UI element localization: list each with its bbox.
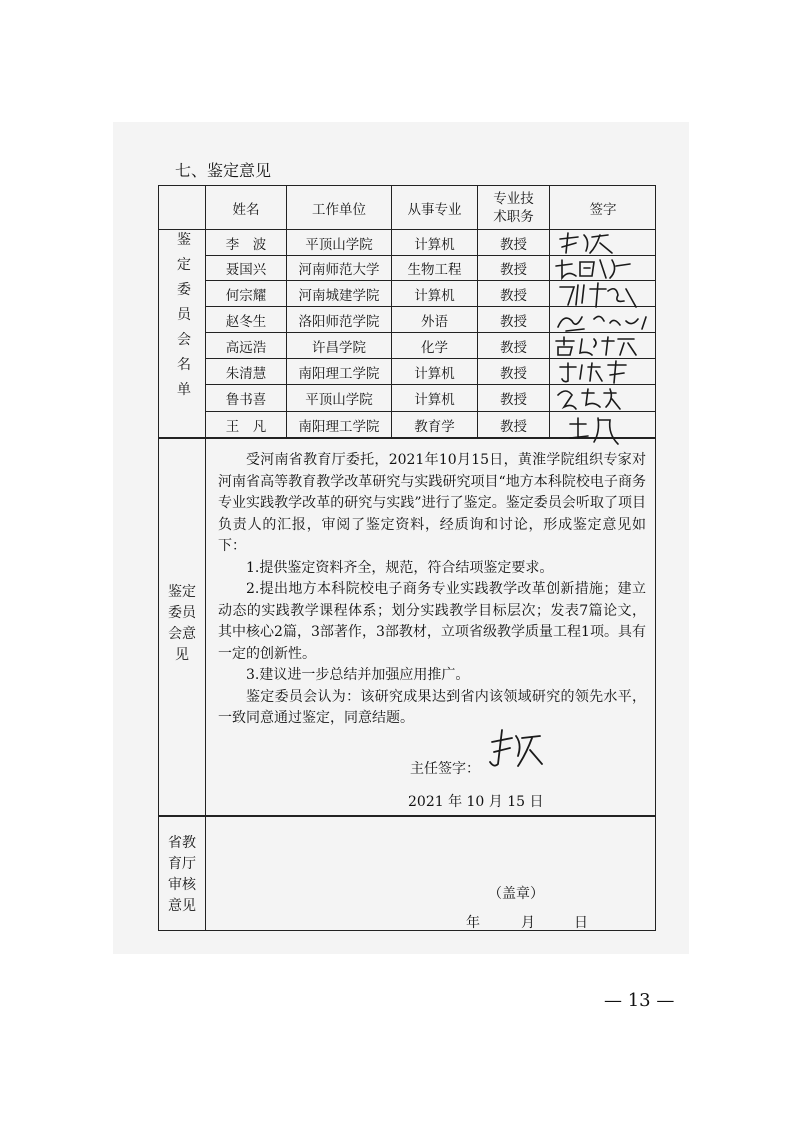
member-major: 计算机 — [414, 365, 455, 382]
member-name: 赵冬生 — [225, 313, 267, 330]
opinion-paragraph: 3.建议进一步总结并加强应用推广。 — [246, 667, 470, 683]
committee-label: 鉴 定 委 员 会 名 单 — [177, 232, 191, 398]
member-unit: 平顶山学院 — [305, 392, 373, 408]
member-name: 何宗耀 — [225, 287, 267, 304]
opinion-label: 鉴定 委员 会意 见 — [168, 584, 196, 663]
member-title: 教授 — [500, 392, 527, 408]
opinion-paragraph: 2.提出地方本科院校电子商务专业实践教学改革创新措施；建立动态的实践教学课程体系；划分实践教学目标层次；发表7篇论文，其中核心2篇，3部著作，3部教材，立项省级教学质量工程1项。具有一定的创新性。 — [218, 581, 646, 662]
member-major: 外语 — [421, 313, 448, 330]
member-unit: 河南师范大学 — [298, 262, 380, 278]
signature-image — [554, 385, 634, 417]
section-title: 七、鉴定意见 — [175, 161, 272, 180]
member-title: 教授 — [500, 339, 527, 356]
seal-label: （盖章） — [488, 886, 544, 902]
date-month-label: 月 — [521, 915, 535, 931]
member-title: 教授 — [500, 262, 527, 278]
chair-signature-label: 主任签字： — [410, 761, 480, 777]
member-name: 朱清慧 — [225, 365, 267, 382]
signature-image — [568, 414, 628, 452]
header-sign: 签字 — [589, 201, 617, 218]
member-major: 计算机 — [414, 392, 455, 408]
member-name: 王 凡 — [225, 418, 267, 435]
opinion-paragraph: 受河南省教育厅委托，2021年10月15日，黄淮学院组织专家对河南省高等教育教学改革研究与实践研究项目“地方本科院校电子商务专业实践教学改革的研究与实践”进行了鉴定。鉴定委员会听取了项目负责人的汇报，审阅了鉴定资料，经质询和讨论，形成鉴定意见如下： — [218, 452, 646, 554]
member-major: 化学 — [421, 339, 448, 356]
member-major: 教育学 — [414, 418, 455, 435]
member-title: 教授 — [500, 287, 527, 304]
member-unit: 南阳理工学院 — [298, 418, 380, 435]
date-year-label: 年 — [466, 915, 480, 931]
member-major: 生物工程 — [407, 262, 462, 278]
member-unit: 南阳理工学院 — [298, 365, 380, 382]
date-day-label: 日 — [574, 915, 588, 931]
header-unit: 工作单位 — [312, 201, 366, 218]
member-name: 李 波 — [225, 236, 267, 253]
member-title: 教授 — [500, 365, 527, 382]
member-unit: 平顶山学院 — [305, 236, 373, 253]
dept-review-label: 省教 育厅 审核 意见 — [168, 835, 196, 914]
opinion-text — [218, 450, 646, 730]
member-title: 教授 — [500, 418, 527, 435]
header-title: 专业技 术职务 — [493, 190, 534, 225]
page-number: — 13 — — [604, 990, 675, 1011]
opinion-paragraph: 鉴定委员会认为：该研究成果达到省内该领域研究的领先水平，一致同意通过鉴定，同意结题。 — [218, 688, 646, 726]
member-title: 教授 — [500, 313, 527, 330]
member-major: 计算机 — [414, 287, 455, 304]
member-unit: 许昌学院 — [312, 339, 366, 356]
opinion-paragraph: 1.提供鉴定资料齐全，规范，符合结项鉴定要求。 — [246, 559, 554, 576]
member-name: 聂国兴 — [225, 262, 267, 278]
member-major: 计算机 — [414, 236, 455, 253]
header-name: 姓名 — [232, 201, 260, 218]
chair-signature-image — [486, 728, 546, 784]
opinion-date: 2021 年 10 月 15 日 — [408, 794, 544, 810]
header-major: 从事专业 — [407, 201, 462, 218]
member-unit: 洛阳师范学院 — [298, 313, 380, 330]
member-unit: 河南城建学院 — [298, 287, 380, 304]
member-name: 鲁书喜 — [225, 392, 267, 408]
member-name: 高远浩 — [225, 339, 267, 356]
section-divider — [158, 815, 656, 817]
member-title: 教授 — [500, 236, 527, 253]
